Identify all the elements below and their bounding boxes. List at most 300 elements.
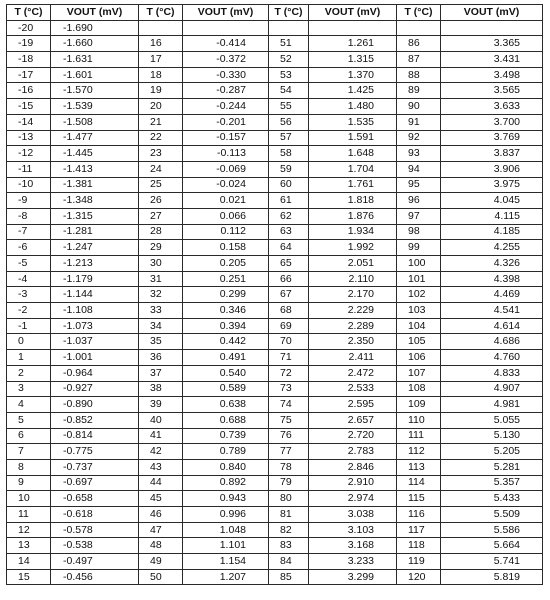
temp-cell: 50 [139,569,183,585]
vout-cell: -1.073 [51,318,139,334]
vout-cell: 1.207 [183,569,269,585]
temp-cell: 79 [269,475,309,491]
vout-cell: 5.741 [441,554,543,570]
temp-cell: 45 [139,491,183,507]
temp-cell: 108 [397,381,441,397]
temp-cell: 64 [269,240,309,256]
temp-cell: 95 [397,177,441,193]
vout-cell: -0.852 [51,412,139,428]
vout-cell [441,20,543,36]
temp-cell: -19 [7,36,51,52]
temp-cell: 68 [269,303,309,319]
temp-cell: 103 [397,303,441,319]
vout-cell: 3.769 [441,130,543,146]
table-row [7,208,543,224]
temp-cell: 21 [139,114,183,130]
vout-cell: 0.394 [183,318,269,334]
temp-cell: 44 [139,475,183,491]
vout-cell: 3.365 [441,36,543,52]
vout-cell: 0.688 [183,412,269,428]
vout-cell: 1.591 [309,130,397,146]
temp-cell: 25 [139,177,183,193]
vout-cell: -1.381 [51,177,139,193]
vout-cell: -1.413 [51,161,139,177]
vout-cell: -1.631 [51,52,139,68]
temp-cell: 116 [397,507,441,523]
temp-cell: 70 [269,334,309,350]
vout-cell: -1.539 [51,99,139,115]
vout-cell: 5.357 [441,475,543,491]
temp-cell: 102 [397,287,441,303]
vout-cell: 1.154 [183,554,269,570]
vout-cell: 3.431 [441,52,543,68]
table-row [7,114,543,130]
vout-cell: 1.992 [309,240,397,256]
temp-cell: 29 [139,240,183,256]
temp-cell: 1 [7,350,51,366]
temp-cell: 67 [269,287,309,303]
vout-cell: -1.508 [51,114,139,130]
temp-cell: 27 [139,208,183,224]
vout-cell: 3.233 [309,554,397,570]
temp-cell: 119 [397,554,441,570]
temp-cell: 49 [139,554,183,570]
temp-cell: 57 [269,130,309,146]
vout-cell: 4.614 [441,318,543,334]
vout-cell: 1.761 [309,177,397,193]
vout-cell: 0.158 [183,240,269,256]
vout-cell: 0.789 [183,444,269,460]
temp-cell: 52 [269,52,309,68]
table-row [7,193,543,209]
vout-cell: 3.103 [309,522,397,538]
vout-cell: -1.690 [51,20,139,36]
vout-cell: 3.038 [309,507,397,523]
temp-cell: 82 [269,522,309,538]
temp-cell: 112 [397,444,441,460]
temp-cell: 53 [269,67,309,83]
vout-cell: 2.289 [309,318,397,334]
temp-cell: 38 [139,381,183,397]
vout-cell: -1.601 [51,67,139,83]
temp-cell: 23 [139,146,183,162]
temp-cell: 106 [397,350,441,366]
temp-cell: 91 [397,114,441,130]
vout-cell: 2.229 [309,303,397,319]
table-row [7,491,543,507]
temp-cell: 88 [397,67,441,83]
header-temp-4: T (°C) [397,5,441,21]
vout-cell: 3.565 [441,83,543,99]
vout-cell: -0.538 [51,538,139,554]
table-row [7,428,543,444]
vout-cell: 1.261 [309,36,397,52]
table-row [7,397,543,413]
temp-cell: -13 [7,130,51,146]
temp-cell: 26 [139,193,183,209]
temp-cell: -12 [7,146,51,162]
vout-cell: -1.247 [51,240,139,256]
vout-cell: 4.255 [441,240,543,256]
vout-cell: 2.974 [309,491,397,507]
vout-cell: 2.595 [309,397,397,413]
vout-cell: 5.055 [441,412,543,428]
temp-cell: 47 [139,522,183,538]
temp-cell: 41 [139,428,183,444]
temp-cell [269,20,309,36]
vout-cell: 0.112 [183,224,269,240]
temp-cell: -16 [7,83,51,99]
vout-cell: 1.934 [309,224,397,240]
vout-cell: 4.185 [441,224,543,240]
table-row [7,538,543,554]
temp-cell: 93 [397,146,441,162]
table-row [7,36,543,52]
temp-cell: 32 [139,287,183,303]
vout-cell: 2.350 [309,334,397,350]
vout-cell: 1.876 [309,208,397,224]
vout-cell: 0.943 [183,491,269,507]
table-row [7,20,543,36]
temperature-vout-table [6,4,543,585]
temp-cell: 18 [139,67,183,83]
vout-cell: 5.281 [441,459,543,475]
temp-cell: 90 [397,99,441,115]
temp-cell: 72 [269,365,309,381]
temp-cell: 92 [397,130,441,146]
table-row [7,240,543,256]
temp-cell: 8 [7,459,51,475]
table-row [7,177,543,193]
temp-cell: -4 [7,271,51,287]
vout-cell: 0.251 [183,271,269,287]
vout-cell: 1.480 [309,99,397,115]
vout-cell: 4.760 [441,350,543,366]
temp-cell: 80 [269,491,309,507]
temp-cell: 100 [397,256,441,272]
temp-cell: 86 [397,36,441,52]
temp-cell: 73 [269,381,309,397]
temp-cell: 58 [269,146,309,162]
temp-cell: 20 [139,99,183,115]
vout-cell: -0.024 [183,177,269,193]
temp-cell: -2 [7,303,51,319]
vout-cell: 1.818 [309,193,397,209]
vout-cell: 1.535 [309,114,397,130]
temp-cell: 66 [269,271,309,287]
temp-cell: 42 [139,444,183,460]
vout-cell: 2.472 [309,365,397,381]
temp-cell: -10 [7,177,51,193]
temp-cell: 0 [7,334,51,350]
vout-cell: 4.833 [441,365,543,381]
temp-cell: -1 [7,318,51,334]
temp-cell: 16 [139,36,183,52]
vout-cell: 5.664 [441,538,543,554]
vout-cell: 0.540 [183,365,269,381]
vout-cell: 3.168 [309,538,397,554]
temp-cell: 39 [139,397,183,413]
vout-cell: 4.907 [441,381,543,397]
temp-cell: 96 [397,193,441,209]
vout-cell: -0.287 [183,83,269,99]
temp-cell: 85 [269,569,309,585]
vout-cell: 0.021 [183,193,269,209]
vout-cell: 2.051 [309,256,397,272]
temp-cell: 31 [139,271,183,287]
temp-cell: -11 [7,161,51,177]
vout-cell: -0.372 [183,52,269,68]
vout-cell: 4.541 [441,303,543,319]
temp-cell [397,20,441,36]
vout-cell: -0.244 [183,99,269,115]
header-vout-1: VOUT (mV) [51,5,139,21]
vout-cell: 2.533 [309,381,397,397]
vout-cell: -1.213 [51,256,139,272]
vout-cell: 2.910 [309,475,397,491]
vout-cell: 5.819 [441,569,543,585]
temp-cell: 101 [397,271,441,287]
temp-cell: 36 [139,350,183,366]
temp-cell: 56 [269,114,309,130]
vout-cell: 0.205 [183,256,269,272]
vout-cell: -1.348 [51,193,139,209]
vout-cell: 4.398 [441,271,543,287]
table-row [7,99,543,115]
table-row [7,271,543,287]
temp-cell: 113 [397,459,441,475]
vout-cell: 1.648 [309,146,397,162]
temp-cell: 111 [397,428,441,444]
table-row [7,67,543,83]
vout-cell: -0.414 [183,36,269,52]
vout-cell: 0.840 [183,459,269,475]
temp-cell: 9 [7,475,51,491]
temp-cell: 89 [397,83,441,99]
table-row [7,318,543,334]
temp-cell: 83 [269,538,309,554]
vout-cell: 0.589 [183,381,269,397]
vout-cell [309,20,397,36]
header-vout-2: VOUT (mV) [183,5,269,21]
vout-cell: 1.704 [309,161,397,177]
temp-cell: 99 [397,240,441,256]
vout-cell: -0.964 [51,365,139,381]
vout-cell: 4.326 [441,256,543,272]
table-row [7,83,543,99]
vout-cell: 1.315 [309,52,397,68]
table-row [7,256,543,272]
vout-cell: -0.658 [51,491,139,507]
temp-cell: 115 [397,491,441,507]
header-temp-3: T (°C) [269,5,309,21]
temp-cell: 54 [269,83,309,99]
table-row [7,224,543,240]
vout-cell: -1.281 [51,224,139,240]
vout-cell: 0.346 [183,303,269,319]
temp-cell: -7 [7,224,51,240]
temp-cell: 2 [7,365,51,381]
temp-cell: -15 [7,99,51,115]
vout-cell: 1.425 [309,83,397,99]
vout-cell: -0.456 [51,569,139,585]
vout-cell: 2.846 [309,459,397,475]
table-body [7,20,543,585]
temp-cell: 120 [397,569,441,585]
table-header-row [7,5,543,21]
vout-cell: 1.101 [183,538,269,554]
header-temp-2: T (°C) [139,5,183,21]
header-temp-1: T (°C) [7,5,51,21]
temp-cell: 105 [397,334,441,350]
temp-cell: 114 [397,475,441,491]
temp-cell: -18 [7,52,51,68]
vout-cell: 4.981 [441,397,543,413]
header-vout-3: VOUT (mV) [309,5,397,21]
vout-cell: 5.509 [441,507,543,523]
temp-cell: -20 [7,20,51,36]
vout-cell: 0.442 [183,334,269,350]
temp-cell: 63 [269,224,309,240]
vout-cell: -0.201 [183,114,269,130]
table-row [7,334,543,350]
vout-cell: 3.299 [309,569,397,585]
table-row [7,130,543,146]
temp-cell: 34 [139,318,183,334]
temp-cell: 35 [139,334,183,350]
temp-cell: -9 [7,193,51,209]
temp-cell: 51 [269,36,309,52]
temp-cell: 11 [7,507,51,523]
vout-cell: 0.299 [183,287,269,303]
temp-cell [139,20,183,36]
table-row [7,412,543,428]
vout-cell: 2.657 [309,412,397,428]
temp-cell: 77 [269,444,309,460]
vout-cell: -0.775 [51,444,139,460]
vout-cell: -0.157 [183,130,269,146]
vout-cell: -0.578 [51,522,139,538]
temp-cell: 69 [269,318,309,334]
vout-cell: 2.720 [309,428,397,444]
vout-cell: -0.697 [51,475,139,491]
temp-cell: 3 [7,381,51,397]
vout-cell: -0.890 [51,397,139,413]
vout-cell: 1.370 [309,67,397,83]
vout-cell: -1.179 [51,271,139,287]
vout-cell: -1.144 [51,287,139,303]
temp-cell: -6 [7,240,51,256]
temp-cell: 59 [269,161,309,177]
temp-cell: 22 [139,130,183,146]
table-row [7,303,543,319]
temp-cell: 94 [397,161,441,177]
temp-cell: 5 [7,412,51,428]
vout-cell: 2.170 [309,287,397,303]
vout-cell: 3.633 [441,99,543,115]
vout-cell: 3.700 [441,114,543,130]
temp-cell: 81 [269,507,309,523]
temp-cell: 10 [7,491,51,507]
vout-cell: 0.066 [183,208,269,224]
temp-cell: -3 [7,287,51,303]
vout-cell: -1.660 [51,36,139,52]
temp-cell: 48 [139,538,183,554]
temp-cell: -17 [7,67,51,83]
vout-cell: -0.330 [183,67,269,83]
temp-cell: 97 [397,208,441,224]
header-vout-4: VOUT (mV) [441,5,543,21]
vout-cell: 3.906 [441,161,543,177]
vout-cell: 4.469 [441,287,543,303]
vout-cell: -1.570 [51,83,139,99]
temp-cell: 40 [139,412,183,428]
temp-cell: 28 [139,224,183,240]
temp-cell: 4 [7,397,51,413]
temp-cell: 19 [139,83,183,99]
vout-cell: 4.045 [441,193,543,209]
temp-cell: 107 [397,365,441,381]
temp-cell: 78 [269,459,309,475]
temp-cell: 37 [139,365,183,381]
temp-cell: 12 [7,522,51,538]
vout-cell: -1.001 [51,350,139,366]
temp-cell: -14 [7,114,51,130]
temp-cell: 6 [7,428,51,444]
vout-cell: 4.686 [441,334,543,350]
temp-cell: 71 [269,350,309,366]
vout-cell: 5.205 [441,444,543,460]
vout-cell: 3.837 [441,146,543,162]
temp-cell: 74 [269,397,309,413]
vout-cell: -0.069 [183,161,269,177]
temp-cell: 33 [139,303,183,319]
vout-cell: 0.996 [183,507,269,523]
temp-cell: 30 [139,256,183,272]
temp-cell: 60 [269,177,309,193]
vout-cell: 0.638 [183,397,269,413]
table-row [7,522,543,538]
temp-cell: 46 [139,507,183,523]
vout-cell: -1.315 [51,208,139,224]
table-row [7,287,543,303]
temp-cell: 7 [7,444,51,460]
vout-cell: -1.108 [51,303,139,319]
temp-cell: 84 [269,554,309,570]
vout-cell: 0.491 [183,350,269,366]
temp-cell: 55 [269,99,309,115]
temp-cell: 15 [7,569,51,585]
vout-cell: 3.975 [441,177,543,193]
temp-cell: 43 [139,459,183,475]
table-row [7,507,543,523]
temp-cell: 75 [269,412,309,428]
temp-cell: 109 [397,397,441,413]
vout-cell: 2.411 [309,350,397,366]
vout-cell: 0.892 [183,475,269,491]
vout-cell: -0.618 [51,507,139,523]
vout-cell: 2.110 [309,271,397,287]
vout-cell: -0.814 [51,428,139,444]
vout-cell: -1.037 [51,334,139,350]
temp-cell: 24 [139,161,183,177]
vout-cell: 5.130 [441,428,543,444]
temp-cell: 76 [269,428,309,444]
vout-cell: -0.113 [183,146,269,162]
table-row [7,554,543,570]
vout-cell: 2.783 [309,444,397,460]
temp-cell: 62 [269,208,309,224]
